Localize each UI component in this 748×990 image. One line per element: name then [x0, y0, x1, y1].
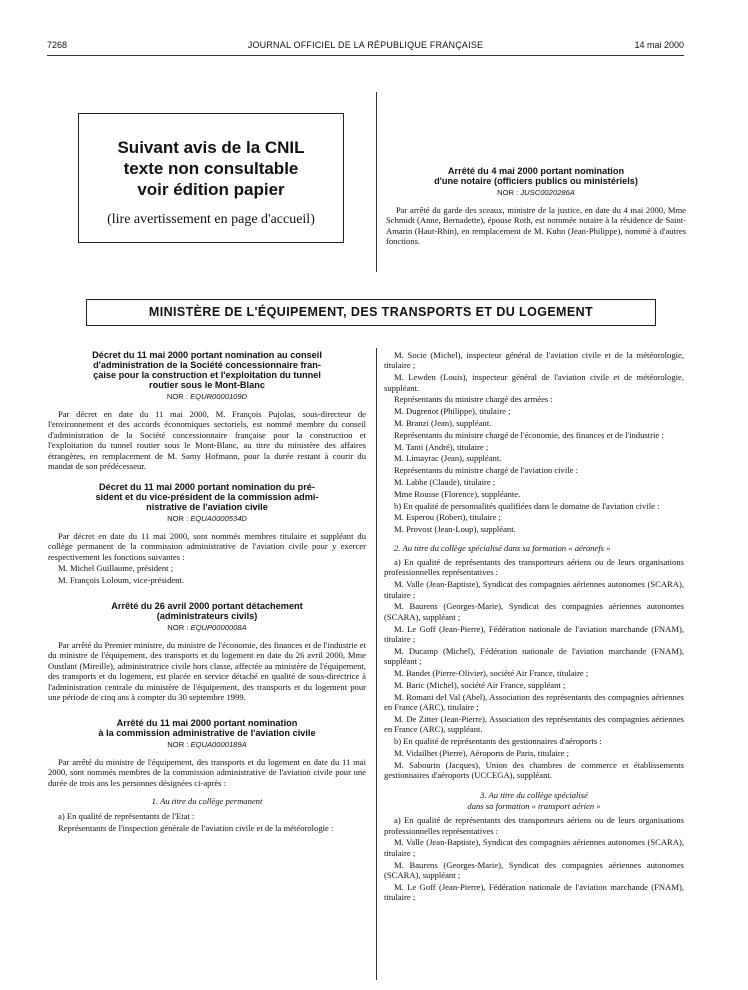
- title-line: routier sous le Mont-Blanc: [149, 380, 265, 390]
- article-commission-president: [48, 482, 366, 586]
- nor-reference: [386, 188, 686, 198]
- section-line: 3. Au titre du collège spécialisé: [480, 790, 588, 801]
- article-title: [48, 350, 366, 390]
- title-line: nistrative de l'aviation civile: [146, 501, 268, 512]
- title-line: d'une notaire (officiers publics ou ministériels): [434, 176, 638, 186]
- paragraph: b) En qualité de représentants des gestionnaires d'aéroports :: [394, 736, 602, 746]
- paragraph: M. Baurens (Georges-Marie), Syndicat des compagnies aériennes autonomes (SCARA), suppléant ;: [384, 859, 684, 881]
- nor-code: EQUA0000534D: [190, 513, 247, 523]
- nor-reference: [48, 392, 366, 402]
- nor-reference: [48, 740, 366, 750]
- paragraph: M. Esperou (Robert), titulaire ;: [394, 512, 501, 523]
- paragraph: M. Branzi (Jean), suppléant.: [394, 418, 492, 428]
- page-header: [47, 40, 684, 54]
- cnil-notice-box: [78, 113, 344, 243]
- cnil-line-3: voir édition papier: [137, 180, 285, 199]
- sub-heading: a) En qualité de représentants de l'Etat :: [58, 811, 195, 822]
- paragraph: M. Romani del Val (Abel), Association des représentants des compagnies aériennes en France (ARC), titulaire ;: [384, 691, 684, 712]
- title-line: Arrêté du 4 mai 2000 portant nomination: [447, 166, 625, 176]
- paragraph: M. Le Goff (Jean-Pierre), Fédération nationale de l'aviation marchande (FNAM), titulaire ;: [384, 623, 684, 644]
- nor-label: NOR :: [167, 739, 189, 749]
- paragraph: b) En qualité de personnalités qualifiées dans le domaine de l'aviation civile :: [394, 500, 660, 511]
- paragraph: M. Valle (Jean-Baptiste), Syndicat des compagnies aériennes autonomes (SCARA), titulaire ;: [384, 579, 684, 600]
- section-line: dans sa formation « transport aérien »: [467, 800, 601, 811]
- article-title: [48, 601, 366, 621]
- paragraph: a) En qualité de représentants des transporteurs aériens ou de leurs organisations professionnelles représentatives :: [384, 556, 684, 578]
- paragraph: M. Sabourin (Jacques), Union des chambres de commerce et établissements gestionnaires d'aéroports (UCCEGA), suppléant.: [384, 759, 684, 780]
- article-title: [48, 482, 366, 512]
- notaire-article: [386, 166, 686, 248]
- paragraph: M. Le Goff (Jean-Pierre), Fédération nationale de l'aviation marchande (FNAM), titulaire ;: [384, 881, 684, 903]
- article-mont-blanc: [48, 350, 366, 471]
- paragraph: M. Baric (Michel), société Air France, suppléant ;: [394, 679, 566, 690]
- paragraph: Représentants de l'inspection générale de l'aviation civile et de la météorologie :: [58, 823, 334, 834]
- article-detachement: [48, 601, 366, 702]
- nor-label: NOR :: [166, 392, 188, 401]
- paragraph: Représentants du ministre chargé de l'aviation civile :: [394, 465, 578, 476]
- page-number: 7268: [47, 40, 68, 50]
- nor-code: EQUA0000189A: [190, 739, 247, 749]
- paragraph: Représentants du ministre chargé des armées :: [394, 394, 553, 405]
- paragraph: M. Vidailhet (Pierre), Aéroports de Paris, titulaire ;: [394, 747, 569, 758]
- cnil-note: (lire avertissement en page d'accueil): [107, 212, 315, 227]
- paragraph: M. Ducamp (Michel), Fédération nationale de l'aviation marchande (FNAM), suppléant ;: [384, 645, 684, 667]
- article-body: Par décret en date du 11 mai 2000, M. François Pujolas, sous-directeur de l'environnement et des accords économiques sectoriels, est nommé membre du conseil d'administration de la Société concessionnaire française pour la construction et l'exploitation du tunnel routier sous le Mont-Blanc, au titre du ministère des affaires étrangères, en remplacement de M. Samy Hofmann, pour la durée restant à courir du mandat de son prédécesseur.: [48, 409, 366, 472]
- nor-code: EQUP0000008A: [190, 623, 247, 633]
- left-column: [48, 350, 366, 835]
- paragraph: M. Limayrac (Jean), suppléant.: [394, 453, 502, 464]
- title-line: à la commission administrative de l'aviation civile: [98, 727, 316, 738]
- title-line: Arrêté du 26 avril 2000 portant détachement: [111, 601, 303, 612]
- title-line: sident et du vice-président de la commission admi-: [95, 491, 319, 502]
- paragraph: M. Labbe (Claude), titulaire ;: [394, 476, 496, 487]
- paragraph: M. De Zitter (Jean-Pierre), Association des représentants des compagnies aériennes en France (ARC), suppléant.: [384, 713, 684, 735]
- article-title: [386, 166, 686, 186]
- journal-title: JOURNAL OFFICIEL DE LA RÉPUBLIQUE FRANÇAISE: [247, 40, 484, 50]
- title-line: Décret du 11 mai 2000 portant nomination du pré-: [99, 481, 315, 492]
- article-body: Par arrêté du garde des sceaux, ministre de la justice, en date du 4 mai 2000, Mme Schmidt (Anne, Bernadette), épouse Roth, est nommée notaire à la résidence de Saint-Amarin (Haut-Rhin), en remplacement de M. Kuhn (Jean-Philippe), nommé à d'autres fonctions.: [386, 205, 686, 247]
- paragraph: M. Lewden (Louis), inspecteur général de l'aviation civile et de météorologie, suppléant.: [384, 372, 684, 393]
- paragraph: Représentants du ministre chargé de l'économie, des finances et de l'industrie :: [394, 429, 664, 440]
- article-body: Par arrêté du Premier ministre, du ministre de l'économie, des finances et de l'industrie et du ministre de l'équipement, des transports et du logement en date du 26 avril 2000, Mme Oustlant (Mireille), administratrice civile hors classe, affectée au ministère de l'équipement, des transports et du logement, est placée en service détaché en qualité de sous-directrice à l'administration centrale du ministère de l'équipement, des transports et du logement pour une période de cinq ans à compter du 30 septembre 1999.: [48, 640, 366, 703]
- column-divider-top: [376, 92, 377, 272]
- section-heading: [384, 790, 684, 811]
- article-body: Par décret en date du 11 mai 2000, sont nommés membres titulaire et suppléant du collège permanent de la commission administrative de l'aviation civile pour y exercer respectivement les fonctions suivantes :: [48, 530, 366, 562]
- paragraph: M. Provost (Jean-Loup), suppléant.: [394, 524, 516, 535]
- header-rule: [47, 55, 684, 56]
- paragraph: M. Baurens (Georges-Marie), Syndicat des compagnies aériennes autonomes (SCARA), suppléant ;: [384, 601, 684, 622]
- nor-label: NOR :: [167, 623, 189, 633]
- title-line: Arrêté du 11 mai 2000 portant nomination: [116, 717, 298, 728]
- paragraph: M. Socie (Michel), inspecteur général de l'aviation civile et de la météorologie, titulaire ;: [384, 350, 684, 371]
- issue-date: 14 mai 2000: [634, 40, 684, 50]
- section-heading: 1. Au titre du collège permanent: [151, 796, 263, 807]
- cnil-line-2: texte non consultable: [123, 159, 299, 178]
- paragraph: Mme Rousse (Florence), suppléante.: [394, 488, 521, 499]
- column-divider-main: [376, 348, 377, 980]
- nor-label: NOR :: [497, 188, 519, 197]
- list-item: M. Michel Guillaume, président ;: [58, 563, 174, 574]
- title-line: çaise pour la construction et l'exploitation du tunnel: [93, 370, 321, 380]
- title-line: (administrateurs civils): [156, 611, 258, 622]
- paragraph: M. Tanti (André), titulaire ;: [394, 441, 489, 452]
- paragraph: M. Dugrenot (Philippe), titulaire ;: [394, 406, 511, 417]
- list-item: M. François Loloum, vice-président.: [58, 575, 185, 586]
- nor-code: JUSC0020286A: [520, 188, 575, 197]
- paragraph: M. Bandet (Pierre-Olivier), société Air France, titulaire ;: [394, 668, 589, 678]
- nor-code: EQUR0000109D: [190, 392, 248, 401]
- paragraph: a) En qualité de représentants des transporteurs aériens ou de leurs organisations professionnelles représentatives :: [384, 815, 684, 836]
- article-title: [48, 718, 366, 738]
- title-line: d'administration de la Société concessionnaire fran-: [93, 360, 321, 370]
- cnil-line-1: Suivant avis de la CNIL: [117, 138, 305, 157]
- paragraph: M. Valle (Jean-Baptiste), Syndicat des compagnies aériennes autonomes (SCARA), titulaire ;: [384, 837, 684, 858]
- article-commission-nomination: [48, 718, 366, 834]
- nor-reference: [48, 623, 366, 633]
- right-column: [384, 350, 684, 904]
- article-body: Par arrêté du ministre de l'équipement, des transports et du logement en date du 11 mai 2000, sont nommés membres de la commission administrative de l'aviation civile pour une durée de trois ans les personnes désignées ci-après :: [48, 756, 366, 788]
- ministry-banner: MINISTÈRE DE L'ÉQUIPEMENT, DES TRANSPORTS ET DU LOGEMENT: [86, 299, 656, 326]
- title-line: Décret du 11 mai 2000 portant nomination au conseil: [92, 350, 322, 360]
- section-heading: 2. Au titre du collège spécialisé dans sa formation « aéronefs »: [394, 542, 611, 553]
- nor-label: NOR :: [167, 513, 189, 523]
- nor-reference: [48, 514, 366, 524]
